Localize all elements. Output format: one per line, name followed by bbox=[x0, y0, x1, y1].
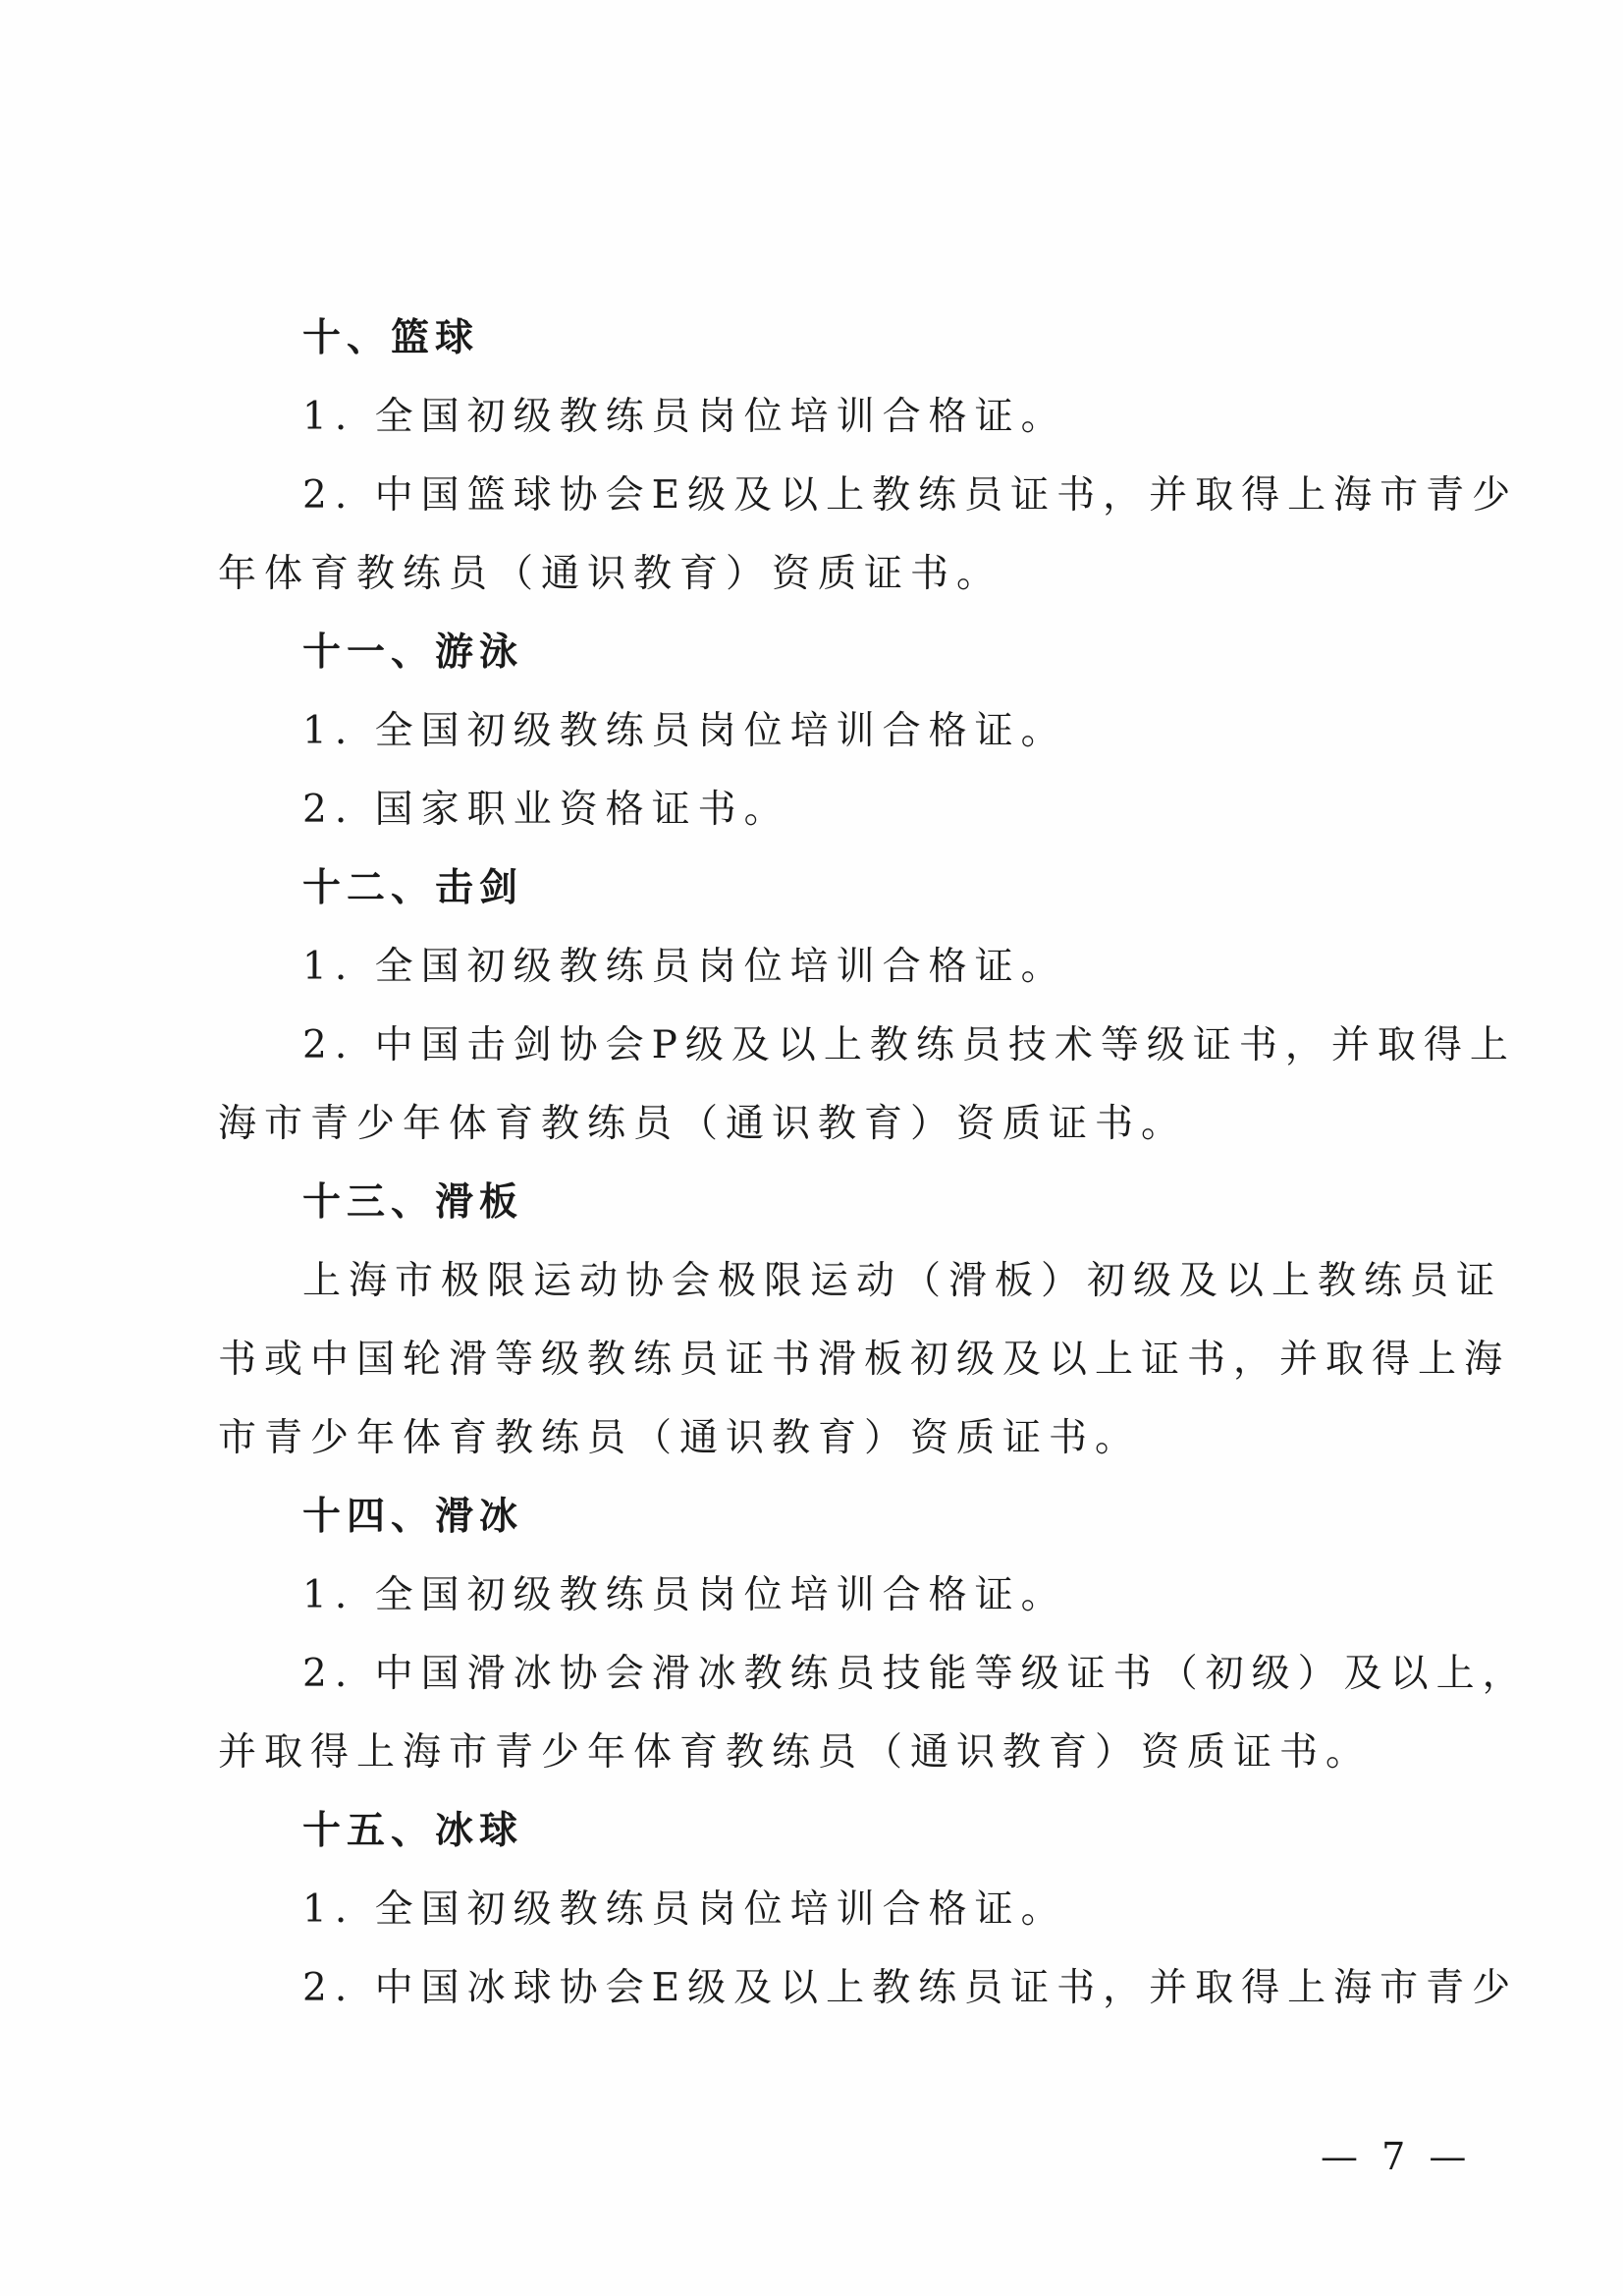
paragraph-line: 2. 中国滑冰协会滑冰教练员技能等级证书（初级）及以上， bbox=[302, 1652, 1529, 1696]
section-skateboarding bbox=[218, 1164, 1511, 1478]
section-heading: 十三、滑板 bbox=[302, 1180, 524, 1225]
section-heading: 十、篮球 bbox=[302, 316, 480, 360]
section-heading: 十四、滑冰 bbox=[302, 1495, 524, 1539]
paragraph-line: 年体育教练员（通识教育）资质证书。 bbox=[218, 552, 1003, 596]
paragraph-line: 1. 全国初级教练员岗位培训合格证。 bbox=[302, 395, 1067, 439]
paragraph-line: 1. 全国初级教练员岗位培训合格证。 bbox=[302, 709, 1067, 753]
paragraph-line: 并取得上海市青少年体育教练员（通识教育）资质证书。 bbox=[218, 1730, 1373, 1775]
paragraph-line: 上海市极限运动协会极限运动（滑板）初级及以上教练员证 bbox=[302, 1259, 1503, 1303]
paragraph-line: 2. 国家职业资格证书。 bbox=[302, 788, 790, 832]
paragraph-line: 书或中国轮滑等级教练员证书滑板初级及以上证书，并取得上海 bbox=[218, 1338, 1511, 1382]
section-heading: 十一、游泳 bbox=[302, 630, 524, 675]
paragraph-line: 2. 中国击剑协会P级及以上教练员技术等级证书，并取得上 bbox=[302, 1023, 1516, 1067]
section-heading: 十五、冰球 bbox=[302, 1809, 524, 1853]
section-ice-hockey bbox=[218, 1792, 1519, 2028]
paragraph-line: 海市青少年体育教练员（通识教育）资质证书。 bbox=[218, 1102, 1188, 1146]
paragraph-line: 2. 中国篮球协会E级及以上教练员证书，并取得上海市青少 bbox=[302, 473, 1519, 518]
section-heading: 十二、击剑 bbox=[302, 866, 524, 910]
document-body bbox=[218, 300, 1529, 2028]
page-number: — 7 — bbox=[1321, 2135, 1473, 2178]
paragraph-line: 市青少年体育教练员（通识教育）资质证书。 bbox=[218, 1416, 1142, 1460]
paragraph-line: 1. 全国初级教练员岗位培训合格证。 bbox=[302, 945, 1067, 989]
paragraph-line: 1. 全国初级教练员岗位培训合格证。 bbox=[302, 1887, 1067, 1932]
section-swimming bbox=[218, 614, 1435, 849]
paragraph-line: 2. 中国冰球协会E级及以上教练员证书，并取得上海市青少 bbox=[302, 1966, 1519, 2010]
section-basketball bbox=[218, 300, 1519, 614]
section-fencing bbox=[218, 849, 1516, 1164]
paragraph-line: 1. 全国初级教练员岗位培训合格证。 bbox=[302, 1573, 1067, 1617]
section-skating bbox=[218, 1478, 1529, 1792]
